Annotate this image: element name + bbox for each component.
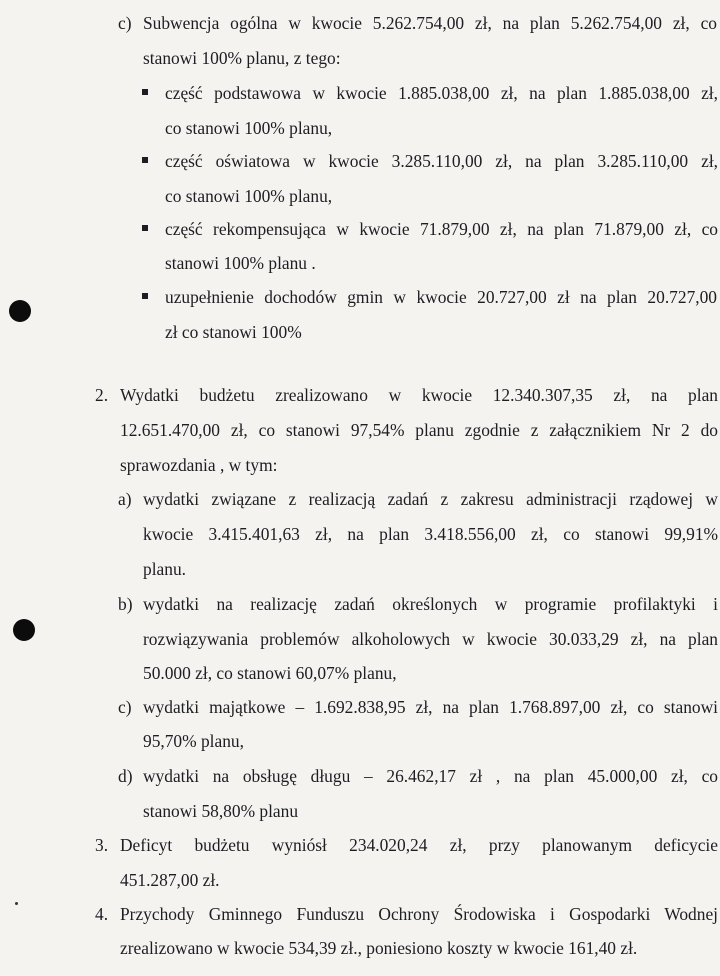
expense-c-line-1: wydatki majątkowe – 1.692.838,95 zł, na plan 1.768.897,00 zł, co stanowi xyxy=(143,697,718,717)
bullet-1-line-1: część podstawowa w kwocie 1.885.038,00 zł, na plan 1.885.038,00 zł, xyxy=(165,83,718,103)
subsidy-line-1: Subwencja ogólna w kwocie 5.262.754,00 zł, na plan 5.262.754,00 zł, co xyxy=(143,13,717,33)
subsidy-line-2: stanowi 100% planu, z tego: xyxy=(143,48,341,68)
list-marker-c: c) xyxy=(118,13,132,33)
list-marker-3: 3. xyxy=(95,835,109,855)
deficit-line-2: 451.287,00 zł. xyxy=(120,870,220,890)
expense-a-line-2: kwocie 3.415.401,63 zł, na plan 3.418.556,00 zł, co stanowi 99,91% xyxy=(143,524,718,544)
list-marker-2: 2. xyxy=(95,385,109,405)
list-marker-c-expenses: c) xyxy=(118,697,132,717)
deficit-line-1: Deficyt budżetu wyniósł 234.020,24 zł, przy planowanym deficycie xyxy=(120,835,718,855)
list-marker-a: a) xyxy=(118,489,132,509)
list-marker-b: b) xyxy=(118,594,133,614)
bullet-3-line-1: część rekompensująca w kwocie 71.879,00 zł, na plan 71.879,00 zł, co xyxy=(165,219,718,239)
expense-d-line-2: stanowi 58,80% planu xyxy=(143,801,299,821)
bullet-4-line-2: zł co stanowi 100% xyxy=(165,322,302,342)
punch-hole-bottom xyxy=(13,619,35,641)
bullet-icon xyxy=(142,157,148,163)
bullet-icon xyxy=(142,225,148,231)
expense-b-line-1: wydatki na realizację zadań określonych w programie profilaktyki i xyxy=(143,594,718,614)
expenses-line-1: Wydatki budżetu zrealizowano w kwocie 12.340.307,35 zł, na plan xyxy=(120,385,718,405)
bullet-2-line-1: część oświatowa w kwocie 3.285.110,00 zł, na plan 3.285.110,00 zł, xyxy=(165,151,718,171)
expense-d-line-1: wydatki na obsługę długu – 26.462,17 zł , na plan 45.000,00 zł, co xyxy=(143,766,718,786)
fund-line-2: zrealizowano w kwocie 534,39 zł., poniesiono koszty w kwocie 161,40 zł. xyxy=(120,938,638,958)
bullet-icon xyxy=(142,89,148,95)
punch-hole-top xyxy=(9,300,31,322)
fund-line-1: Przychody Gminnego Funduszu Ochrony Środowiska i Gospodarki Wodnej xyxy=(120,904,718,924)
bullet-icon xyxy=(142,293,148,299)
bullet-1-line-2: co stanowi 100% planu, xyxy=(165,118,333,138)
expense-c-line-2: 95,70% planu, xyxy=(143,731,244,751)
bullet-3-line-2: stanowi 100% planu . xyxy=(165,253,316,273)
expense-b-line-3: 50.000 zł, co stanowi 60,07% planu, xyxy=(143,663,397,683)
expenses-line-3: sprawozdania , w tym: xyxy=(120,455,278,475)
expenses-line-2: 12.651.470,00 zł, co stanowi 97,54% planu zgodnie z załącznikiem Nr 2 do xyxy=(120,420,718,440)
bullet-4-line-1: uzupełnienie dochodów gmin w kwocie 20.727,00 zł na plan 20.727,00 xyxy=(165,287,717,307)
paper-speck xyxy=(15,902,18,905)
bullet-2-line-2: co stanowi 100% planu, xyxy=(165,186,333,206)
expense-a-line-1: wydatki związane z realizacją zadań z zakresu administracji rządowej w xyxy=(143,489,718,509)
list-marker-4: 4. xyxy=(95,904,109,924)
expense-b-line-2: rozwiązywania problemów alkoholowych w kwocie 30.033,29 zł, na plan xyxy=(143,629,718,649)
list-marker-d: d) xyxy=(118,766,133,786)
expense-a-line-3: planu. xyxy=(143,559,186,579)
